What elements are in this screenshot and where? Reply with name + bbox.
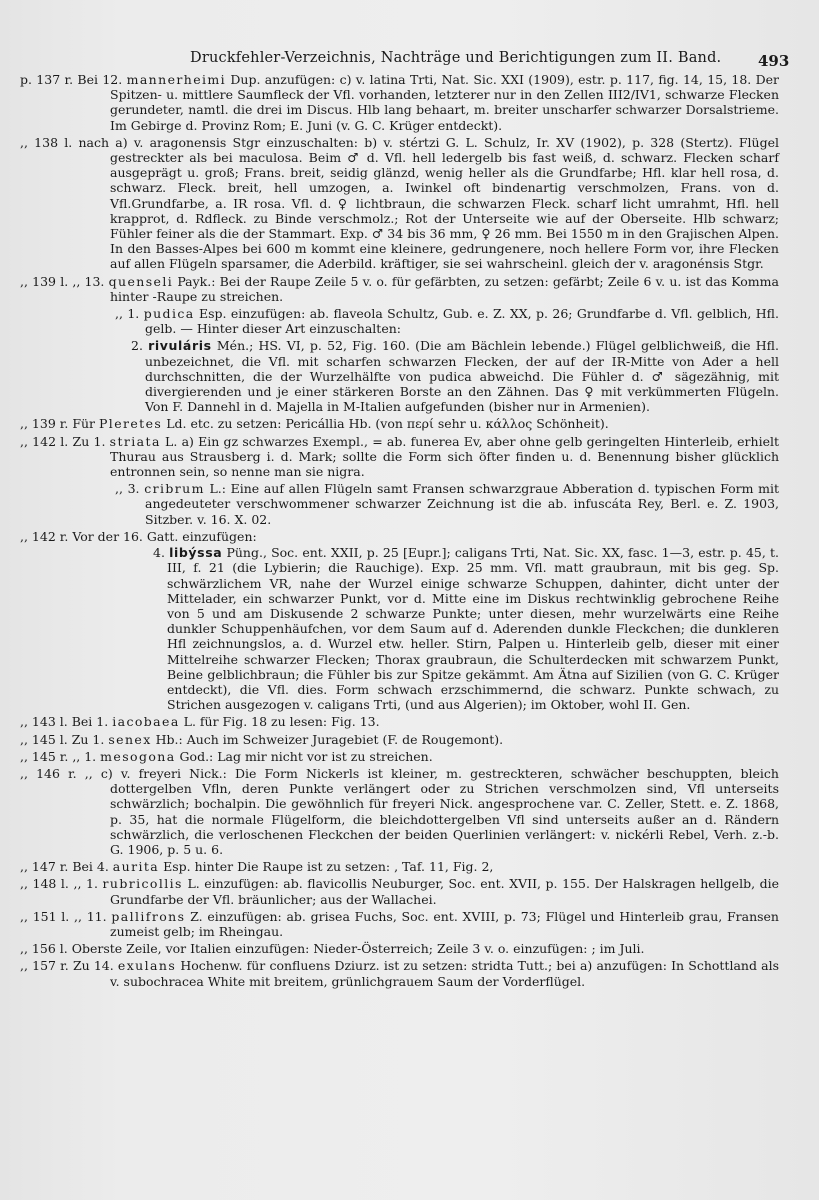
entry-ref: ,, 156 l. xyxy=(20,941,68,957)
entry-text: Payk.: Bei der Raupe Zeile 5 v. o. für gefärbten, zu setzen: gefärbt; Zeile 6 v. u. ist das Komma hinter -Raupe zu streichen. xyxy=(110,273,779,304)
entry-ref: ,, 145 r. xyxy=(20,748,69,764)
entry-ref: ,, 139 r. xyxy=(20,416,69,432)
entry-lead: nach a) xyxy=(78,134,128,150)
entry-lead: Bei 4. xyxy=(72,859,109,875)
entry xyxy=(20,748,779,764)
entry-ref: ,, 147 r. xyxy=(20,859,69,875)
entry-text: Püng., Soc. ent. XXII, p. 25 [Eupr.]; caligans Trti, Nat. Sic. XX, fasc. 1—3, estr. p. 45, t. III, f. 21 (die Lybierin; die Rauchige). Exp. 25 mm. Vfl. matt graubraun, mit bis geg. Sp. schwärzlichem VR, nahe der Wurzel einige schwarze Schuppen, dahinter, dicht unter der Mittelader, ein schwarzer Punkt, vor d. Mitte eine im Diskus rechtwinklig gebrochene Reihe von 5 und am Diskusende 2 schwarze Punkte; unter diesen, mehr wurzelwärts eine Reihe dunkler Schuppenhäufchen, vor dem Saum auf d. Aderenden dunkle Fleckchen; die dunkleren Hfl zeichnungslos, a. d. Wurzel etw. heller. Stirn, Palpen u. Hinterleib gelb, dieser mit einer Mittelreihe schwarzer Flecken; Thorax graubraun, die Schulterdecken mit schwarzem Punkt, Beine gelblichbraun; die Fühler bis zur Spitze gekämmt. Am Ätna auf Sizilien (von G. C. Krüger entdeckt), die Vfl. dies. Form schwach erzschimmernd, die schwarz. Punkte schwach, zu Strichen ausgezogen v. caligans Trti, (und aus Algerien); im Oktober, wohl II. Gen. xyxy=(167,545,779,713)
entry-lead: 4. xyxy=(153,545,165,561)
entry-species: pudica xyxy=(143,306,195,322)
entry xyxy=(115,306,779,337)
entry-text: Z. einzufügen: ab. grisea Fuchs, Soc. ent. XVIII, p. 73; Flügel und Hinterleib grau, Fransen zumeist gelb; im Rheingau. xyxy=(110,908,779,939)
entry xyxy=(20,134,779,272)
entry-lead: Oberste Zeile, vor Italien einzufügen: xyxy=(71,941,310,957)
entry-text: v. aragonensis Stgr einzuschalten: b) v. stértzi G. L. Schulz, Ir. XV (1902), p. 328 (Stertz). Flügel gestreckter als bei maculosa. Beim ♂ d. Vfl. hell ledergelb bis fast weiß, d. schwarz. Flecken scharf ausgeprägt u. groß; Frans. breit, seidig glänzd, wenig heller als die Grundfarbe; Hfl. klar hell rosa, d. schwarz. Fleck. breit, hell umzogen, a. Iwinkel oft bindenartig verschmolzen, Frans. von d. Vfl.Grundfarbe, a. IR rosa. Vfl. d. ♀ lichtbraun, die schwarzen Fleck. scharf licht umrahmt, Hfl. hell krapprot, d. Rdfleck. zu Binde verschmolz.; Rot der Unterseite wie auf der Oberseite. Hlb schwarz; Fühler feiner als die der Stammart. Exp. ♂ 34 bis 36 mm, ♀ 26 mm. Bei 1550 m in den Grajischen Alpen. In den Basses-Alpes bei 600 m kommt eine kleinere, gedrungenere, noch hellere Form vor, ihre Flecken auf allen Flügeln sparsamer, die Aderbild. kräftiger, sie sei wahrscheinl. gleich der v. aragonénsis Stgr. xyxy=(110,134,779,272)
entry-lead: ,, 11. xyxy=(74,908,107,924)
entry-text: Hochenw. für confluens Dziurz. ist zu setzen: stridta Tutt.; bei a) anzufügen: In Schottland als v. subochracea White mit breitem, grünlichgrauem Saum der Vorderflügel. xyxy=(110,958,780,989)
entry-text: Mén.; HS. VI, p. 52, Fig. 160. (Die am Bächlein lebende.) Flügel gelblichweiß, die Hfl. unbezeichnet, die Vfl. mit scharfen schwarzen Flecken, der auf der IR-Mitte von Ader a hell durchschnitten, die der Wurzelhälfte von pudica abweichd. Die Fühler d. ♂ sägezähnig, mit divergierenden und je einer stärkeren Borste an den Zähnen. Das ♀ mit verkümmerten Flügeln. Von F. Dannehl in d. Majella in M-Italien aufgefunden (bisher nur in Armenien). xyxy=(145,338,779,415)
entry-text: v. freyeri Nick.: Die Form Nickerls ist kleiner, m. gestreckteren, schwächer beschuppten, bleich dottergelben Vfln, deren Punkte verlängert oder zu Strichen verschmolzen sind, Vfl unterseits schwärzlich; bochalpin. Die gewöhnlich für freyeri Nick. angesprochene var. C. Zeller, Stett. e. Z. 1868, p. 35, hat die normale Flügelform, die bleichdottergelben Vfl sind unterseits außer an d. Rändern schwärzlich, die verloschenen Fleckchen der beiden Querlinien verlängert: v. nickérli Rebel, Verh. z.-b. G. 1906, p. 5 u. 6. xyxy=(110,765,779,857)
entry-species: pallifrons xyxy=(111,908,186,924)
entry-species: mesogona xyxy=(100,748,176,764)
entry-text: Hb.: Auch im Schweizer Juragebiet (F. de Rougemont). xyxy=(151,731,504,747)
entry-ref: ,, 142 l. xyxy=(20,433,69,449)
entry-lead: Bei 1. xyxy=(71,714,109,730)
entry-species: libýssa xyxy=(169,545,223,561)
entry xyxy=(20,433,779,480)
entry-species: exulans xyxy=(117,958,177,974)
entry xyxy=(20,958,780,989)
entry-lead: ,, 3. xyxy=(115,481,140,497)
entry xyxy=(20,72,780,133)
entry-text: L. a) Ein gz schwarzes Exempl., = ab. funerea Ev, aber ohne gelb geringelten Hinterleib, erhielt Thurau aus Strausberg i. d. Mark; sollte die Form sich öfter finden u. d. Benennung bisher glücklich entronnen sein, so nenne man sie nigra. xyxy=(110,433,779,480)
entry-lead: ,, c) xyxy=(84,765,113,781)
entry-ref: ,, 142 r. xyxy=(20,528,69,544)
entry-ref: p. 137 r. xyxy=(20,72,74,87)
entry-text: Nieder-Österreich; Zeile 3 v. o. einzufügen: ; im Juli. xyxy=(313,941,645,957)
entry-species: Pleretes xyxy=(99,416,163,432)
entry-ref: ,, 138 l. xyxy=(20,134,73,150)
entry-species: aurita xyxy=(112,859,160,875)
entry xyxy=(20,765,779,857)
entry-lead: ,, 1. xyxy=(115,306,140,322)
entry xyxy=(20,731,779,747)
entry xyxy=(131,338,779,415)
errata-body xyxy=(0,72,819,989)
entry-species: rivuláris xyxy=(148,338,212,354)
entry-text: Esp. hinter Die Raupe ist zu setzen: , Taf. 11, Fig. 2, xyxy=(159,859,494,875)
entry-lead: Bei 12. xyxy=(77,72,123,87)
entry xyxy=(153,545,779,713)
entry xyxy=(20,859,779,875)
entry-lead: Zu 1. xyxy=(72,433,106,449)
entry-lead: Für xyxy=(72,416,96,432)
entry-ref: ,, 148 l. xyxy=(20,876,69,892)
entry-text: L.: Eine auf allen Flügeln samt Fransen schwarzgraue Abberation d. typischen Form mit angedeuteter verschwommener schwarzer Zeichnung ist die ab. infuscáta Rey, Berl. e. Z. 1903, Sitzber. v. 16. X. 02. xyxy=(145,481,779,527)
entry-text: L. für Fig. 18 zu lesen: Fig. 13. xyxy=(179,714,380,730)
entry-species: striata xyxy=(109,433,161,449)
entry xyxy=(20,714,779,730)
running-header xyxy=(0,50,819,72)
entry-lead: ,, 1. xyxy=(73,876,98,892)
entry-species: senex xyxy=(108,731,152,747)
entry-ref: ,, 143 l. xyxy=(20,714,68,730)
entry-lead: ,, 1. xyxy=(72,748,97,764)
entry-species: cribrum xyxy=(144,481,205,497)
entry xyxy=(20,908,779,939)
entry xyxy=(20,273,779,304)
page-number: 493 xyxy=(758,52,790,70)
entry xyxy=(20,528,779,544)
entry-text: God.: Lag mir nicht vor ist zu streichen. xyxy=(175,748,433,764)
entry-lead: ,, 13. xyxy=(72,273,105,289)
entry-species: quenseli xyxy=(108,273,174,289)
entry xyxy=(20,876,780,907)
entry-text: Ld. etc. zu setzen: Pericállia Hb. (von περί sehr u. κάλλος Schönheit). xyxy=(162,416,609,432)
entry xyxy=(20,416,779,432)
entry-text: Esp. einzufügen: ab. flaveola Schultz, Gub. e. Z. XX, p. 26; Grundfarbe d. Vfl. gelblich, Hfl. gelb. — Hinter dieser Art einzuschalten: xyxy=(145,306,779,337)
entry-ref: ,, 146 r. xyxy=(20,765,77,781)
entry xyxy=(115,481,779,527)
entry-lead: Zu 1. xyxy=(71,731,105,747)
entry-species: mannerheimi xyxy=(126,72,227,87)
entry-lead: 2. xyxy=(131,338,143,354)
entry-ref: ,, 151 l. xyxy=(20,908,70,924)
entry xyxy=(20,941,779,957)
entry-lead: Vor der 16. Gatt. einzufügen: xyxy=(72,528,257,544)
header-title: Druckfehler-Verzeichnis, Nachträge und Berichtigungen zum II. Band. xyxy=(190,50,722,66)
entry-text: L. einzufügen: ab. flavicollis Neuburger, Soc. ent. XVII, p. 155. Der Halskragen hellgelb, die Grundfarbe der Vfl. bräunlicher; aus der Wallachei. xyxy=(110,876,780,907)
entry-text: Dup. anzufügen: c) v. latina Trti, Nat. Sic. XXI (1909), estr. p. 117, fig. 14, 15, 18. Der Spitzen- u. mittlere Saumfleck der Vfl. vorhanden, letzterer nur in den Zellen III2/IV1, schwarze Flecken gerundeter, namtl. die drei im Discus. Hlb lang behaart, m. breiter unscharfer schwarzer Dorsalstrieme. Im Gebirge d. Provinz Rom; E. Juni (v. G. C. Krüger entdeckt). xyxy=(110,72,780,133)
entry-ref: ,, 139 l. xyxy=(20,273,69,289)
entry-lead: Zu 14. xyxy=(72,958,114,974)
entry-ref: ,, 157 r. xyxy=(20,958,69,974)
entry-ref: ,, 145 l. xyxy=(20,731,68,747)
entry-species: rubricollis xyxy=(102,876,183,892)
entry-species: iacobaea xyxy=(112,714,180,730)
